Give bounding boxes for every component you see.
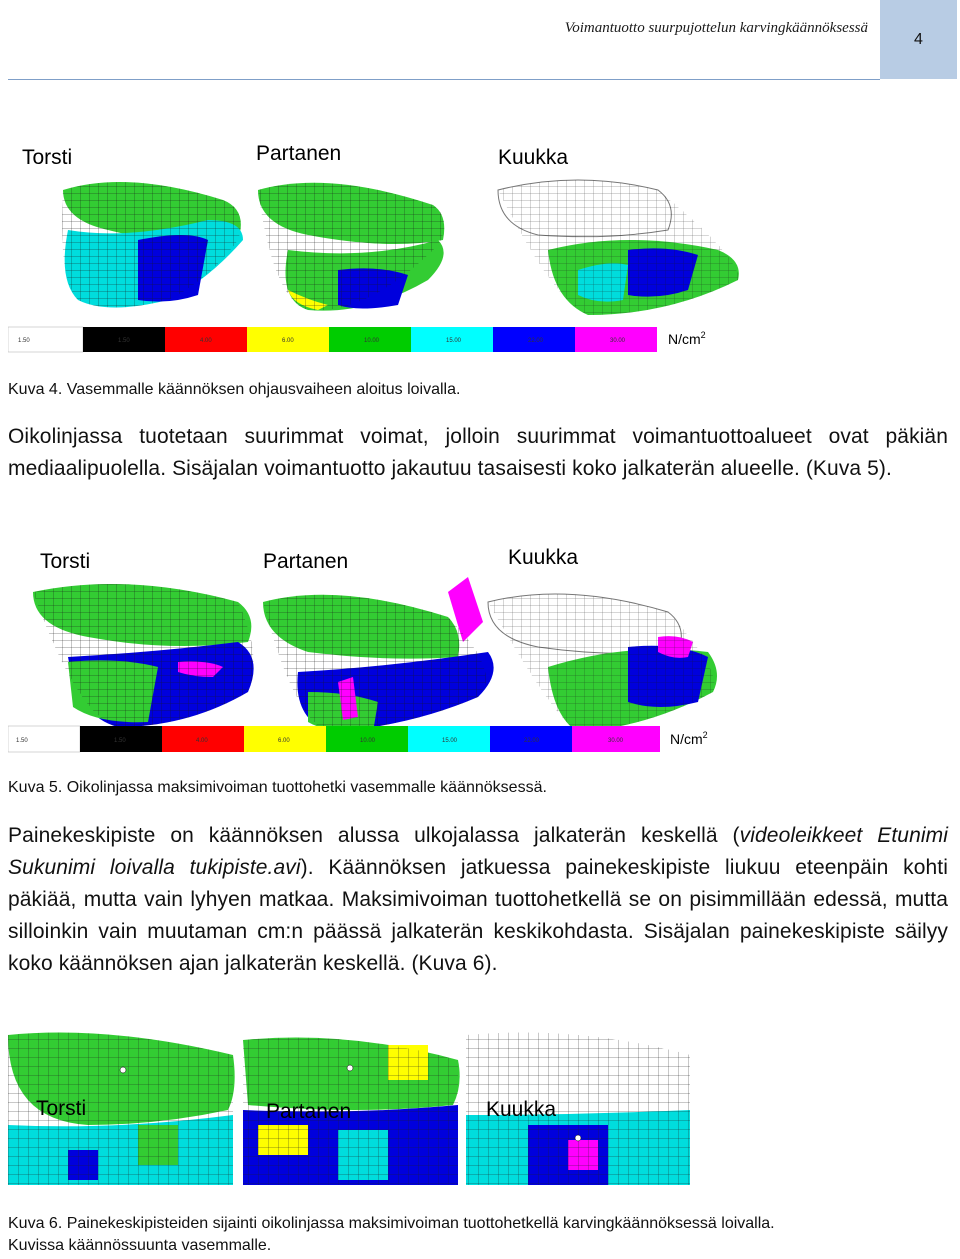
fig4-tick-6: 22.00 xyxy=(528,338,544,344)
paragraph-2-text-b: ). Käännöksen jatkuessa painekeskipiste liukuu eteenpäin kohti päkiää, mutta vain lyhyen matkaa. Maksimivoiman tuottohetkellä se on pisimmillään edessä, mutta silloinkin vain muutaman cm:n päässä jalkaterän keskikohdasta. Sisäjalan painekeskipiste säilyy koko käännöksen ajan jalkaterän keskellä. (Kuva 6). xyxy=(8,856,948,975)
fig6-label-partanen: Partanen xyxy=(266,1100,352,1123)
fig4-tick-2: 4.00 xyxy=(200,338,212,344)
fig5-tick-2: 4.00 xyxy=(196,738,208,744)
figure-5-pressure-image xyxy=(8,542,728,754)
fig4-tick-3: 6.00 xyxy=(282,338,294,344)
fig4-unit: $N/cm^2$ xyxy=(668,330,706,347)
fig4-tick-4: 10.00 xyxy=(364,338,380,344)
paragraph-1: Oikolinjassa tuotetaan suurimmat voimat, jolloin suurimmat voimantuottoalueet ovat päkiän mediaalipuolella. Sisäjalan voimantuotto jakautuu tasaisesti koko jalkaterän alueelle. (Kuva 5). xyxy=(8,425,948,480)
figure-4-pressure-image xyxy=(8,130,753,355)
fig4-label-torsti: Torsti xyxy=(22,146,73,169)
page-number: 4 xyxy=(880,0,957,79)
fig5-color-scale xyxy=(8,726,708,752)
fig4-tick-0: 1.50 xyxy=(18,338,30,344)
fig5-tick-1: 1.50 xyxy=(114,738,126,744)
header-rule xyxy=(8,79,880,80)
fig5-label-kuukka: Kuukka xyxy=(508,546,579,569)
fig6-label-torsti: Torsti xyxy=(36,1097,87,1120)
paragraph-2-text-a: Painekeskipiste on käännöksen alussa ulkojalassa jalkaterän keskellä ( xyxy=(8,824,740,847)
fig6-label-kuukka: Kuukka xyxy=(486,1098,557,1121)
paragraph-2 xyxy=(8,820,948,980)
fig4-label-kuukka: Kuukka xyxy=(498,146,569,169)
fig4-tick-7: 30.00 xyxy=(610,338,626,344)
fig5-tick-7: 30.00 xyxy=(608,738,624,744)
fig5-label-partanen: Partanen xyxy=(263,550,349,573)
paragraph-2-video-reference: videoleikkeet Etunimi Sukunimi loivalla tukipiste.avi xyxy=(8,824,948,879)
fig5-unit: $N/cm^2$ xyxy=(670,730,708,747)
figure-4-caption: Kuva 4. Vasemmalle käännöksen ohjausvaiheen aloitus loivalla. xyxy=(8,381,461,398)
fig5-tick-3: 6.00 xyxy=(278,738,290,744)
fig4-tick-5: 15.00 xyxy=(446,338,462,344)
fig5-tick-0: 1.50 xyxy=(16,738,28,744)
fig5-tick-6: 22.00 xyxy=(524,738,540,744)
fig4-color-scale xyxy=(8,327,706,352)
fig5-tick-4: 10.00 xyxy=(360,738,376,744)
fig5-tick-5: 15.00 xyxy=(442,738,458,744)
figure-5-caption: Kuva 5. Oikolinjassa maksimivoiman tuottohetki vasemmalle käännöksessä. xyxy=(8,779,547,796)
fig4-label-partanen: Partanen xyxy=(256,142,342,165)
figure-6-caption-line-2: Kuvissa käännössuunta vasemmalle. xyxy=(8,1237,272,1254)
fig4-tick-1: 1.50 xyxy=(118,338,130,344)
fig5-label-torsti: Torsti xyxy=(40,550,91,573)
figure-6-caption-line-1: Kuva 6. Painekeskipisteiden sijainti oikolinjassa maksimivoiman tuottohetkellä karvingkäännöksessä loivalla. xyxy=(8,1215,775,1232)
running-header: Voimantuotto suurpujottelun karvingkäännöksessä xyxy=(564,20,868,36)
figure-6-pressure-image xyxy=(8,1030,693,1188)
